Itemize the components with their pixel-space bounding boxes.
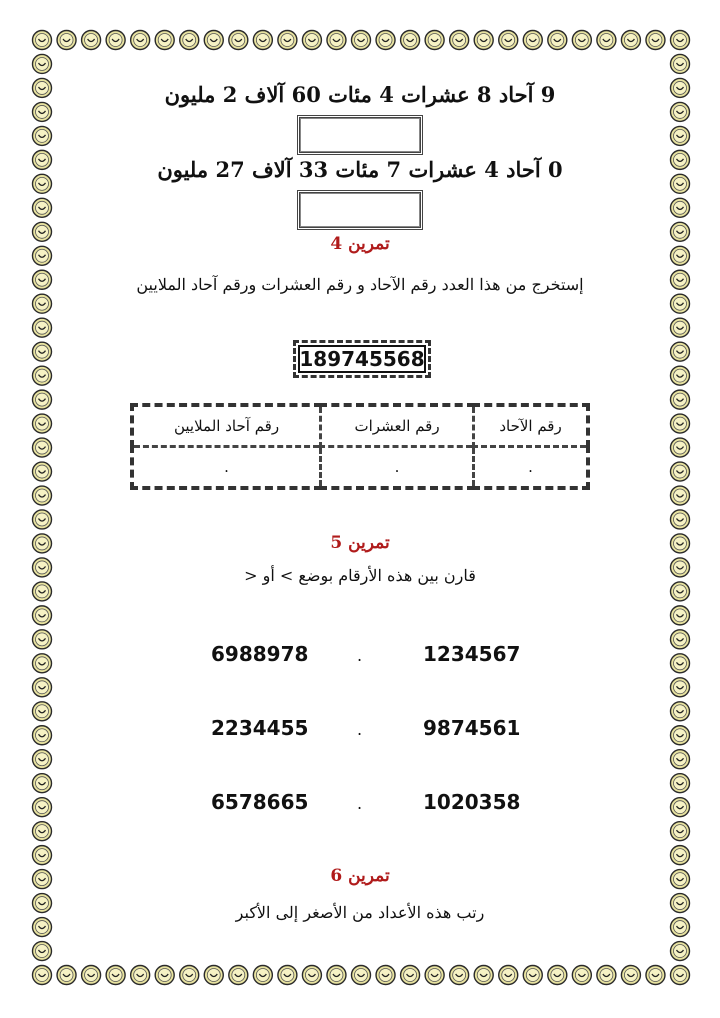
smiley-icon	[33, 678, 52, 697]
smiley-icon	[671, 726, 690, 745]
smiley-icon	[621, 966, 640, 985]
smiley-icon	[33, 222, 52, 241]
smiley-icon	[327, 31, 346, 50]
smiley-icon	[327, 966, 346, 985]
smiley-icon	[57, 31, 76, 50]
smiley-icon	[33, 942, 52, 961]
compare-right-number: 9874561	[423, 716, 521, 740]
smiley-icon	[671, 750, 690, 769]
column-header-millions-units: رقم آحاد الملايين	[132, 405, 321, 447]
smiley-icon	[33, 462, 52, 481]
table-answer-row	[132, 447, 588, 489]
smiley-icon	[499, 31, 518, 50]
smiley-icon	[33, 534, 52, 553]
compare-left-number: 6988978	[211, 642, 309, 666]
place-value-row-1: 9 آحاد 8 عشرات 4 مئات 60 آلاف 2 مليون	[164, 82, 556, 107]
smiley-icon	[523, 31, 542, 50]
smiley-icon	[548, 31, 567, 50]
smiley-icon	[33, 31, 52, 50]
smiley-icon	[671, 486, 690, 505]
smiley-icon	[401, 31, 420, 50]
compare-blank[interactable]: .	[357, 646, 363, 665]
smiley-icon	[229, 31, 248, 50]
compare-right-number: 1234567	[423, 642, 521, 666]
smiley-icon	[671, 54, 690, 73]
smiley-icon	[671, 78, 690, 97]
table-header-row	[132, 405, 588, 447]
smiley-icon	[204, 31, 223, 50]
smiley-icon	[106, 31, 125, 50]
smiley-icon	[401, 966, 420, 985]
smiley-icon	[253, 31, 272, 50]
smiley-icon	[376, 31, 395, 50]
exercise-4-instruction: إستخرج من هذا العدد رقم الآحاد و رقم العشرات ورقم آحاد الملايين	[136, 275, 584, 294]
exercise-6-instruction: رتب هذه الأعداد من الأصغر إلى الأكبر	[235, 903, 485, 922]
smiley-icon	[671, 318, 690, 337]
smiley-icon	[671, 102, 690, 121]
smiley-icon	[671, 414, 690, 433]
smiley-icon	[671, 390, 690, 409]
smiley-icon	[253, 966, 272, 985]
exercise-4-heading: تمرين 4	[330, 234, 390, 254]
smiley-icon	[33, 582, 52, 601]
smiley-icon	[33, 342, 52, 361]
smiley-icon	[204, 966, 223, 985]
smiley-icon	[33, 846, 52, 865]
smiley-icon	[671, 222, 690, 241]
smiley-icon	[671, 438, 690, 457]
smiley-icon	[671, 702, 690, 721]
answer-box-2[interactable]	[297, 190, 423, 230]
smiley-icon	[450, 966, 469, 985]
smiley-icon	[671, 966, 690, 985]
smiley-icon	[671, 366, 690, 385]
smiley-icon	[671, 150, 690, 169]
smiley-icon	[33, 126, 52, 145]
smiley-icon	[82, 966, 101, 985]
smiley-icon	[671, 918, 690, 937]
compare-blank[interactable]: .	[357, 794, 363, 813]
answer-cell-units[interactable]: .	[474, 447, 588, 489]
compare-left-number: 6578665	[211, 790, 309, 814]
smiley-icon	[33, 294, 52, 313]
smiley-icon	[671, 270, 690, 289]
smiley-icon	[597, 966, 616, 985]
place-value-row-2: 0 آحاد 4 عشرات 7 مئات 33 آلاف 27 مليون	[157, 157, 563, 182]
smiley-icon	[33, 246, 52, 265]
smiley-icon	[33, 390, 52, 409]
smiley-icon	[155, 966, 174, 985]
smiley-icon	[33, 702, 52, 721]
smiley-icon	[671, 174, 690, 193]
smiley-icon	[671, 606, 690, 625]
smiley-icon	[33, 174, 52, 193]
smiley-icon	[106, 966, 125, 985]
smiley-icon	[671, 246, 690, 265]
smiley-icon	[33, 318, 52, 337]
smiley-icon	[33, 774, 52, 793]
smiley-icon	[572, 966, 591, 985]
smiley-icon	[523, 966, 542, 985]
smiley-icon	[33, 102, 52, 121]
smiley-icon	[33, 966, 52, 985]
smiley-icon	[33, 630, 52, 649]
smiley-icon	[671, 822, 690, 841]
smiley-icon	[621, 31, 640, 50]
smiley-icon	[646, 966, 665, 985]
smiley-icon	[671, 894, 690, 913]
smiley-icon	[131, 966, 150, 985]
smiley-icon	[671, 846, 690, 865]
smiley-icon	[180, 966, 199, 985]
smiley-icon	[33, 510, 52, 529]
smiley-icon	[597, 31, 616, 50]
smiley-icon	[33, 270, 52, 289]
smiley-icon	[278, 31, 297, 50]
smiley-icon	[671, 774, 690, 793]
smiley-icon	[229, 966, 248, 985]
answer-cell-tens[interactable]: .	[321, 447, 474, 489]
answer-cell-millions-units[interactable]: .	[132, 447, 321, 489]
smiley-icon	[33, 822, 52, 841]
column-header-tens: رقم العشرات	[321, 405, 474, 447]
smiley-icon	[425, 966, 444, 985]
smiley-icon	[450, 31, 469, 50]
smiley-icon	[131, 31, 150, 50]
smiley-icon	[302, 31, 321, 50]
exercise-5-heading: تمرين 5	[330, 533, 390, 553]
smiley-icon	[33, 870, 52, 889]
digit-extraction-table	[130, 403, 590, 490]
smiley-icon	[33, 558, 52, 577]
smiley-icon	[278, 966, 297, 985]
smiley-icon	[33, 54, 52, 73]
smiley-icon	[671, 126, 690, 145]
smiley-icon	[33, 366, 52, 385]
smiley-icon	[671, 654, 690, 673]
answer-box-1[interactable]	[297, 115, 423, 155]
smiley-icon	[33, 798, 52, 817]
smiley-icon	[474, 31, 493, 50]
smiley-icon	[33, 606, 52, 625]
smiley-icon	[33, 78, 52, 97]
smiley-icon	[352, 31, 371, 50]
smiley-icon	[33, 726, 52, 745]
smiley-icon	[548, 966, 567, 985]
smiley-icon	[572, 31, 591, 50]
compare-right-number: 1020358	[423, 790, 521, 814]
smiley-icon	[671, 342, 690, 361]
smiley-icon	[646, 31, 665, 50]
smiley-icon	[33, 750, 52, 769]
smiley-icon	[33, 150, 52, 169]
smiley-icon	[33, 198, 52, 217]
smiley-icon	[57, 966, 76, 985]
smiley-icon	[474, 966, 493, 985]
smiley-icon	[671, 558, 690, 577]
smiley-icon	[82, 31, 101, 50]
smiley-icon	[671, 870, 690, 889]
smiley-icon	[671, 798, 690, 817]
compare-blank[interactable]: .	[357, 720, 363, 739]
smiley-icon	[671, 678, 690, 697]
compare-left-number: 2234455	[211, 716, 309, 740]
smiley-icon	[671, 630, 690, 649]
smiley-icon	[302, 966, 321, 985]
smiley-icon	[425, 31, 444, 50]
smiley-icon	[33, 438, 52, 457]
smiley-icon	[671, 510, 690, 529]
smiley-icon	[671, 942, 690, 961]
smiley-icon	[33, 486, 52, 505]
smiley-icon	[352, 966, 371, 985]
smiley-icon	[671, 198, 690, 217]
smiley-icon	[671, 582, 690, 601]
smiley-icon	[33, 654, 52, 673]
smiley-icon	[671, 462, 690, 481]
column-header-units: رقم الآحاد	[474, 405, 588, 447]
smiley-icon	[180, 31, 199, 50]
smiley-icon	[155, 31, 174, 50]
exercise-5-instruction: قارن بين هذه الأرقام بوضع > أو <	[244, 566, 476, 585]
smiley-icon	[376, 966, 395, 985]
smiley-icon	[33, 414, 52, 433]
smiley-icon	[671, 294, 690, 313]
smiley-icon	[33, 918, 52, 937]
number-to-analyze: 189745568	[293, 340, 431, 378]
smiley-icon	[33, 894, 52, 913]
exercise-6-heading: تمرين 6	[330, 866, 390, 886]
smiley-icon	[499, 966, 518, 985]
smiley-icon	[671, 31, 690, 50]
smiley-icon	[671, 534, 690, 553]
